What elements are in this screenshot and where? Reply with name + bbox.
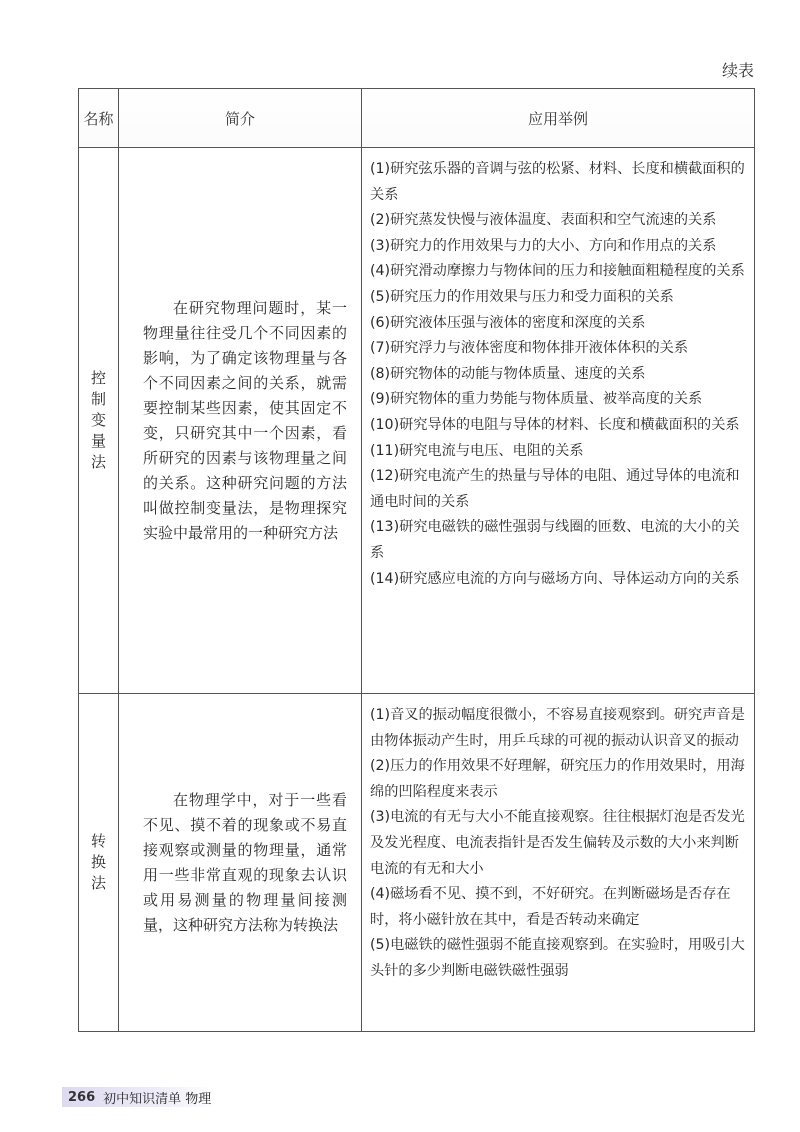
example-item: (8)研究物体的动能与物体质量、速度的关系 [370, 365, 646, 382]
example-item: (14)研究感应电流的方向与磁场方向、导体运动方向的关系 [370, 570, 740, 587]
page-footer [62, 1087, 219, 1107]
method-name: 转换法 [90, 832, 106, 892]
method-intro-cell [119, 148, 362, 694]
table-header-row [79, 89, 755, 148]
table-row-conversion [79, 694, 755, 1032]
header-intro: 简介 [119, 89, 362, 148]
page-number: 266 [68, 1089, 96, 1105]
example-item: (1)研究弦乐器的音调与弦的松紧、材料、长度和横截面积的关系 [370, 161, 745, 203]
method-name-cell [79, 694, 119, 1032]
header-examples: 应用举例 [362, 89, 755, 148]
example-item: (7)研究浮力与液体密度和物体排开液体体积的关系 [370, 340, 689, 357]
examples-cell [362, 148, 755, 694]
methods-table [78, 88, 755, 1032]
continued-label: 续表 [721, 61, 754, 80]
examples-cell [362, 694, 755, 1032]
example-item: (2)压力的作用效果不好理解，研究压力的作用效果时，用海绵的凹陷程度来表示 [370, 758, 745, 800]
example-item: (9)研究物体的重力势能与物体质量、被举高度的关系 [370, 391, 703, 408]
example-item: (5)电磁铁的磁性强弱不能直接观察到。在实验时，用吸引大头针的多少判断电磁铁磁性强弱 [370, 937, 745, 979]
example-item: (4)磁场看不见、摸不到，不好研究。在判断磁场是否存在时，将小磁针放在其中，看是否转动来确定 [370, 886, 731, 928]
book-title: 初中知识清单 物理 [103, 1091, 212, 1107]
table-row-control-variable [79, 148, 755, 694]
example-item: (5)研究压力的作用效果与压力和受力面积的关系 [370, 288, 674, 305]
method-name: 控制变量法 [90, 369, 106, 471]
example-item: (2)研究蒸发快慢与液体温度、表面积和空气流速的关系 [370, 212, 717, 229]
example-item: (3)研究力的作用效果与力的大小、方向和作用点的关系 [370, 237, 717, 254]
header-name: 名称 [79, 89, 119, 148]
example-item: (11)研究电流与电压、电阻的关系 [370, 442, 584, 459]
example-item: (3)电流的有无与大小不能直接观察。往往根据灯泡是否发光及发光程度、电流表指针是否发生偏转及示数的大小来判断电流的有无和大小 [370, 809, 745, 877]
method-intro: 在物理学中，对于一些看不见、摸不着的现象或不易直接观察或测量的物理量，通常用一些非常直观的现象去认识或用易测量的物理量间接测量，这种研究方法称为转换法 [143, 790, 347, 934]
example-item: (12)研究电流产生的热量与导体的电阻、通过导体的电流和通电时间的关系 [370, 468, 740, 510]
example-item: (6)研究液体压强与液体的密度和深度的关系 [370, 314, 646, 331]
method-name-cell [79, 148, 119, 694]
method-intro: 在研究物理问题时，某一物理量往往受几个不同因素的影响，为了确定该物理量与各个不同因素之间的关系，就需要控制某些因素，使其固定不变，只研究其中一个因素，看所研究的因素与该物理量之间的关系。这种研究问题的方法叫做控制变量法，是物理探究实验中最常用的一种研究方法 [143, 298, 347, 542]
example-item: (10)研究导体的电阻与导体的材料、长度和横截面积的关系 [370, 416, 740, 433]
example-item: (4)研究滑动摩擦力与物体间的压力和接触面粗糙程度的关系 [370, 263, 745, 280]
example-item: (1)音叉的振动幅度很微小，不容易直接观察到。研究声音是由物体振动产生时，用乒乓球的可视的振动认识音叉的振动 [370, 707, 745, 749]
example-item: (13)研究电磁铁的磁性强弱与线圈的匝数、电流的大小的关系 [370, 519, 740, 561]
method-intro-cell [119, 694, 362, 1032]
